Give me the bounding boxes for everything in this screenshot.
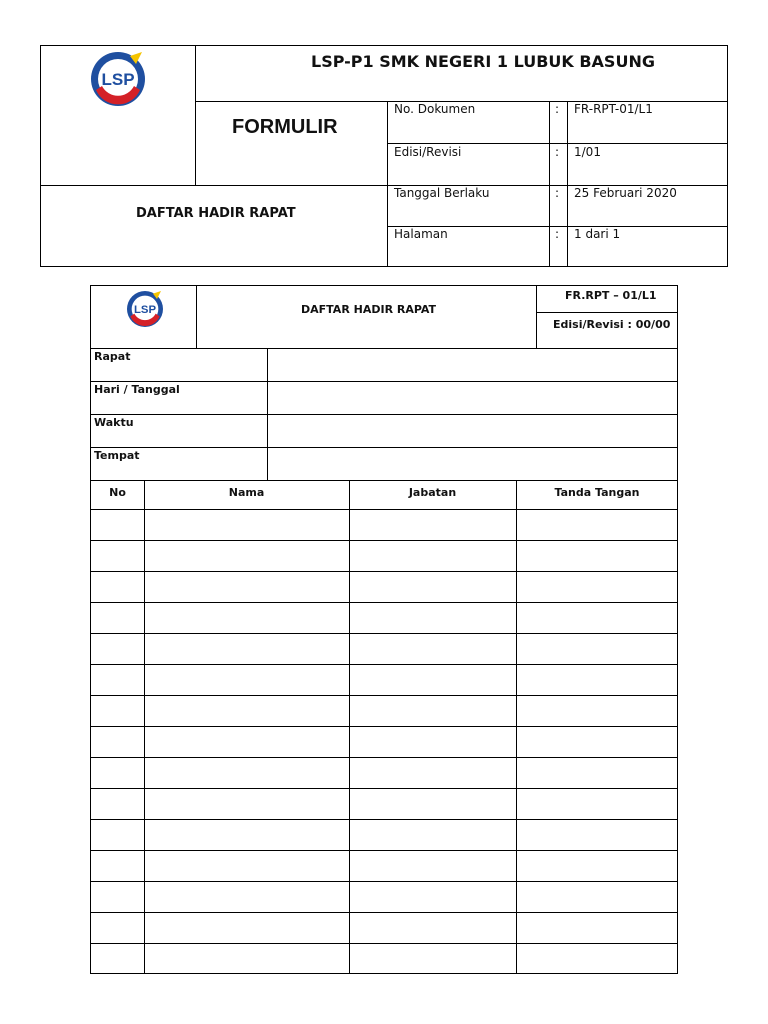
table-row [91, 509, 678, 510]
lsp-logo [82, 50, 154, 108]
field-sep: : [555, 227, 560, 241]
info-row-divider [91, 381, 678, 382]
field-value-effective-date: 25 Februari 2020 [574, 186, 677, 200]
table-row [91, 943, 678, 944]
table-row [91, 757, 678, 758]
field-sep: : [555, 102, 560, 116]
table-row [91, 850, 678, 851]
svg-text:LSP: LSP [101, 70, 135, 89]
document-header [40, 45, 728, 267]
table-row [91, 912, 678, 913]
info-row-value-field[interactable] [273, 451, 663, 476]
table-row [91, 540, 678, 541]
form-label: FORMULIR [232, 116, 338, 138]
table-row [91, 819, 678, 820]
table-row [91, 633, 678, 634]
table-row [91, 695, 678, 696]
field-sep: : [555, 186, 560, 200]
table-row [91, 602, 678, 603]
info-row-divider [91, 414, 678, 415]
form-code: FR.RPT – 01/L1 [565, 289, 657, 302]
table-row [91, 726, 678, 727]
info-row-label: Waktu [94, 416, 134, 429]
table-row [91, 881, 678, 882]
form-title: DAFTAR HADIR RAPAT [301, 303, 437, 316]
field-value-edition: 1/01 [574, 145, 601, 159]
form-edition: Edisi/Revisi : 00/00 [553, 318, 671, 331]
column-header: No [109, 486, 126, 499]
info-row-value-field[interactable] [273, 385, 663, 410]
info-row-label: Rapat [94, 350, 131, 363]
field-label-effective-date: Tanggal Berlaku [394, 186, 490, 200]
column-divider [516, 480, 517, 974]
info-row-divider [91, 447, 678, 448]
table-row [91, 571, 678, 572]
column-header: Tanda Tangan [554, 486, 640, 499]
info-row-label: Tempat [94, 449, 140, 462]
field-label-doc-number: No. Dokumen [394, 102, 476, 116]
svg-text:LSP: LSP [133, 304, 157, 316]
info-row-value-field[interactable] [273, 352, 663, 377]
table-row [91, 788, 678, 789]
organization-title: LSP-P1 SMK NEGERI 1 LUBUK BASUNG [311, 52, 655, 71]
info-row-value-field[interactable] [273, 418, 663, 443]
lsp-logo-small [121, 288, 169, 330]
info-row-divider [91, 480, 678, 481]
info-row-label: Hari / Tanggal [94, 383, 180, 396]
field-label-edition: Edisi/Revisi [394, 145, 462, 159]
column-divider [349, 480, 350, 974]
field-label-page: Halaman [394, 227, 448, 241]
field-value-page: 1 dari 1 [574, 227, 621, 241]
table-row [91, 664, 678, 665]
column-divider [144, 480, 145, 974]
column-header: Nama [228, 486, 265, 499]
attendance-form [90, 285, 678, 974]
field-sep: : [555, 145, 560, 159]
column-header: Jabatan [408, 486, 457, 499]
document-title: DAFTAR HADIR RAPAT [136, 206, 296, 221]
field-value-doc-number: FR-RPT-01/L1 [574, 102, 653, 116]
